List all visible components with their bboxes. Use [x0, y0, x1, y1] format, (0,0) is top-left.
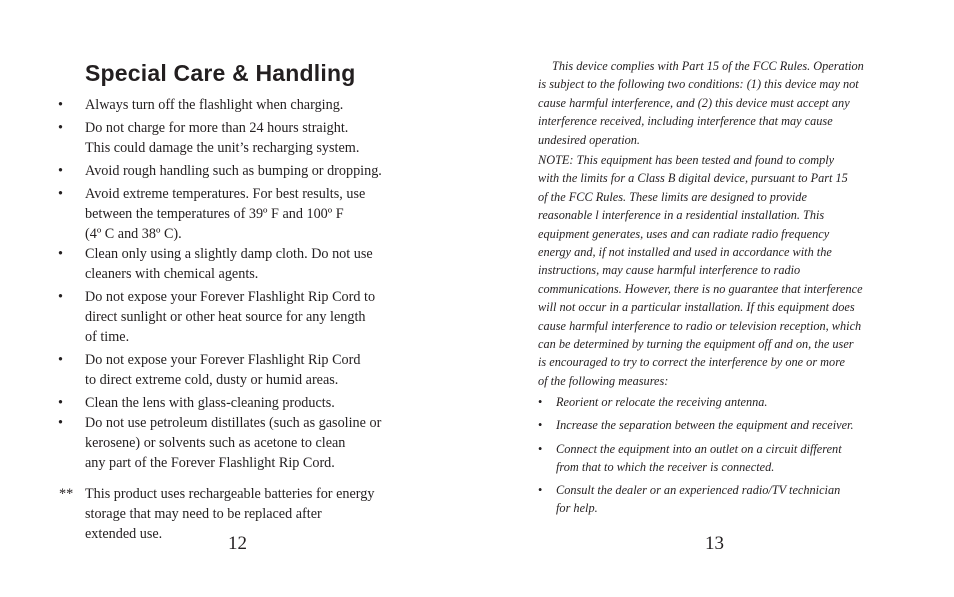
text-line: is subject to the following two conditions: (1) this device may not: [538, 77, 859, 92]
bullet-icon: •: [538, 395, 543, 409]
text-line: Clean only using a slightly damp cloth. Do not use: [85, 246, 373, 262]
list-item-text: [85, 95, 415, 115]
text-line: kerosene) or solvents such as acetone to clean: [85, 435, 346, 451]
list-item-text: [85, 118, 415, 158]
bullet-icon: •: [538, 483, 543, 497]
list-item-text: [556, 416, 896, 434]
text-line: for help.: [556, 501, 598, 515]
text-line: cause harmful interference to radio or television reception, which: [538, 318, 862, 333]
text-line: of the following measures:: [538, 373, 669, 388]
text-line: NOTE: This equipment has been tested and found to comply: [538, 153, 835, 167]
compliance-paragraph: [538, 57, 898, 149]
bullet-icon: •: [58, 97, 63, 113]
text-line: interference received, including interference that may cause: [538, 114, 833, 129]
page-number: 12: [228, 533, 247, 554]
text-line: Reorient or relocate the receiving antenna.: [556, 395, 768, 409]
text-line: storage that may need to be replaced after: [85, 506, 322, 522]
text-line: any part of the Forever Flashlight Rip Cord.: [85, 455, 335, 471]
text-line: direct sunlight or other heat source for any length: [85, 309, 366, 325]
text-line: instructions, may cause harmful interference to radio: [538, 263, 801, 278]
page-title: Special Care & Handling: [85, 60, 356, 86]
text-line: reasonable l interference in a residential installation. This: [538, 208, 825, 223]
text-line: between the temperatures of 39º F and 100º F: [85, 206, 344, 222]
text-line: (4º C and 38º C).: [85, 226, 182, 242]
bullet-icon: •: [58, 289, 63, 305]
footnote-text: [85, 484, 415, 544]
text-line: equipment generates, uses and can radiate radio frequency: [538, 226, 830, 241]
text-line: Do not charge for more than 24 hours straight.: [85, 120, 349, 136]
text-line: Consult the dealer or an experienced radio/TV technician: [556, 483, 841, 497]
bullet-icon: •: [58, 246, 63, 262]
note-paragraph: [538, 151, 898, 390]
bullet-icon: •: [538, 442, 543, 456]
list-item-text: [85, 393, 415, 413]
list-item-text: [556, 481, 896, 517]
list-item-text: [85, 161, 415, 181]
text-line: This product uses rechargeable batteries for energy: [85, 486, 375, 502]
text-line: Do not expose your Forever Flashlight Rip Cord: [85, 352, 361, 368]
bullet-icon: •: [58, 352, 63, 368]
text-line: of time.: [85, 329, 130, 345]
list-item-text: [85, 244, 415, 284]
bullet-icon: •: [58, 163, 63, 179]
text-line: Connect the equipment into an outlet on a circuit different: [556, 442, 842, 456]
right-page: [477, 0, 954, 597]
text-line: communications. However, there is no guarantee that interference: [538, 281, 863, 296]
text-line: Do not expose your Forever Flashlight Rip Cord to: [85, 289, 376, 305]
text-line: This could damage the unit’s recharging system.: [85, 140, 360, 156]
text-line: cleaners with chemical agents.: [85, 266, 259, 282]
text-line: can be determined by turning the equipment off and on, the user: [538, 337, 854, 352]
bullet-icon: •: [58, 186, 63, 202]
text-line: of the FCC Rules. These limits are designed to provide: [538, 189, 807, 204]
list-item-text: [556, 440, 896, 476]
text-line: Always turn off the flashlight when charging.: [85, 97, 344, 113]
page-number: 13: [705, 533, 724, 554]
list-item-text: [85, 287, 415, 347]
text-line: will not occur in a particular installation. If this equipment does: [538, 300, 855, 315]
text-line: energy and, if not installed and used in accordance with the: [538, 245, 832, 260]
bullet-icon: •: [58, 415, 63, 431]
text-line: Avoid extreme temperatures. For best results, use: [85, 186, 366, 202]
text-line: undesired operation.: [538, 132, 641, 147]
text-line: This device complies with Part 15 of the FCC Rules. Operation: [552, 59, 864, 73]
text-line: to direct extreme cold, dusty or humid areas.: [85, 372, 339, 388]
text-line: Do not use petroleum distillates (such as gasoline or: [85, 415, 382, 431]
text-line: Clean the lens with glass-cleaning products.: [85, 395, 335, 411]
text-line: Avoid rough handling such as bumping or dropping.: [85, 163, 382, 179]
text-line: cause harmful interference, and (2) this device must accept any: [538, 95, 850, 110]
bullet-icon: •: [58, 395, 63, 411]
list-item-text: [85, 350, 415, 390]
bullet-icon: •: [58, 120, 63, 136]
text-line: Increase the separation between the equipment and receiver.: [556, 418, 854, 432]
list-item-text: [556, 393, 896, 411]
list-item-text: [85, 184, 415, 244]
bullet-icon: •: [538, 418, 543, 432]
list-item-text: [85, 413, 415, 473]
text-line: with the limits for a Class B digital device, pursuant to Part 15: [538, 171, 848, 186]
footnote-marker: **: [59, 486, 74, 502]
text-line: is encouraged to try to correct the interference by one or more: [538, 355, 845, 370]
text-line: extended use.: [85, 526, 163, 542]
text-line: from that to which the receiver is connected.: [556, 460, 775, 474]
